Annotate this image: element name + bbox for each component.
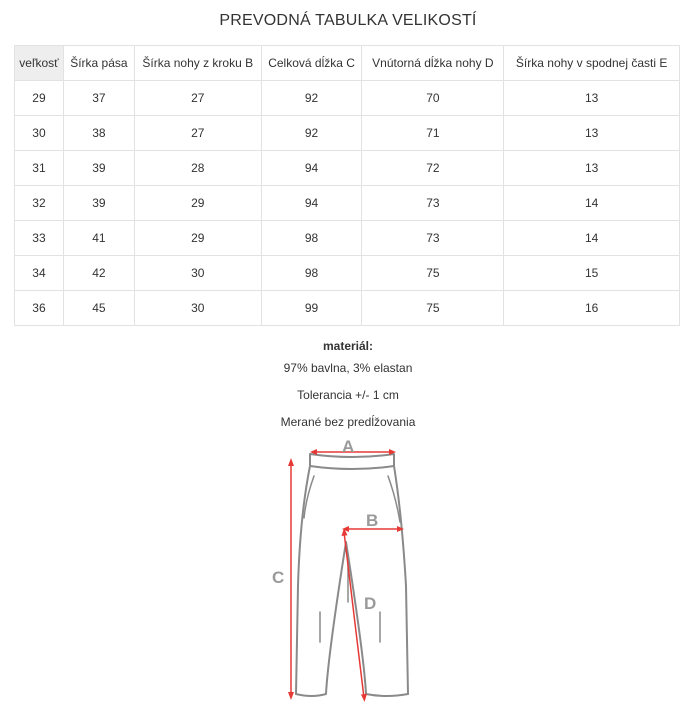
table-row	[15, 291, 680, 326]
cell-inseam-length: 75	[362, 291, 504, 326]
cell-waist-width: 39	[63, 186, 134, 221]
cell-total-length: 92	[261, 81, 362, 116]
hem	[296, 542, 408, 696]
pants-outline	[296, 454, 408, 696]
arrow-head-c-bottom	[288, 692, 294, 700]
cell-inseam-length: 73	[362, 186, 504, 221]
table-row	[15, 256, 680, 291]
label-d: D	[364, 594, 377, 613]
cell-waist-width: 42	[63, 256, 134, 291]
header-hem-width: Šírka nohy v spodnej časti E	[504, 46, 680, 81]
cell-waist-width: 41	[63, 221, 134, 256]
label-c: C	[272, 568, 285, 587]
cell-size: 31	[15, 151, 64, 186]
arrow-head-d-bottom	[361, 694, 367, 702]
table-row	[15, 151, 680, 186]
cell-hem-width: 16	[504, 291, 680, 326]
cell-size: 30	[15, 116, 64, 151]
arrow-d	[344, 532, 364, 698]
cell-hem-width: 13	[504, 116, 680, 151]
header-inseam-length: Vnútorná dĺžka nohy D	[362, 46, 504, 81]
cell-hem-width: 15	[504, 256, 680, 291]
cell-crotch-width: 29	[134, 221, 261, 256]
left-leg-outer	[296, 466, 310, 694]
cell-inseam-length: 71	[362, 116, 504, 151]
cell-size: 29	[15, 81, 64, 116]
cell-inseam-length: 72	[362, 151, 504, 186]
cell-hem-width: 14	[504, 221, 680, 256]
cell-hem-width: 13	[504, 81, 680, 116]
cell-crotch-width: 29	[134, 186, 261, 221]
cell-total-length: 98	[261, 256, 362, 291]
table-row	[15, 221, 680, 256]
pants-measurement-diagram	[260, 436, 430, 704]
cell-waist-width: 39	[63, 151, 134, 186]
cell-crotch-width: 27	[134, 116, 261, 151]
cell-size: 36	[15, 291, 64, 326]
table-row	[15, 116, 680, 151]
cell-waist-width: 37	[63, 81, 134, 116]
cell-total-length: 99	[261, 291, 362, 326]
table-row	[15, 186, 680, 221]
cell-total-length: 94	[261, 151, 362, 186]
material-value: 97% bavlna, 3% elastan	[283, 361, 413, 375]
arrow-head-c-top	[288, 458, 294, 466]
header-total-length: Celková dĺžka C	[261, 46, 362, 81]
measured-note: Merané bez predĺžovania	[280, 415, 416, 429]
waistband	[310, 454, 394, 469]
cell-total-length: 94	[261, 186, 362, 221]
cell-inseam-length: 75	[362, 256, 504, 291]
label-a: A	[342, 437, 355, 456]
cell-size: 32	[15, 186, 64, 221]
cell-size: 33	[15, 221, 64, 256]
cell-hem-width: 13	[504, 151, 680, 186]
label-b: B	[366, 511, 379, 530]
material-label: materiál:	[322, 339, 374, 353]
cell-inseam-length: 70	[362, 81, 504, 116]
size-table	[14, 45, 680, 326]
table-row	[15, 81, 680, 116]
cell-inseam-length: 73	[362, 221, 504, 256]
cell-total-length: 92	[261, 116, 362, 151]
cell-hem-width: 14	[504, 186, 680, 221]
header-size: veľkosť	[15, 46, 64, 81]
cell-waist-width: 38	[63, 116, 134, 151]
tolerance-note: Tolerancia +/- 1 cm	[297, 388, 399, 402]
header-waist-width: Šírka pása	[63, 46, 134, 81]
cell-crotch-width: 27	[134, 81, 261, 116]
cell-crotch-width: 30	[134, 256, 261, 291]
measurement-labels	[272, 437, 378, 613]
page-title: PREVODNÁ TABULKA VELIKOSTÍ	[219, 12, 477, 29]
table-header-row	[15, 46, 680, 81]
cell-crotch-width: 30	[134, 291, 261, 326]
cell-total-length: 98	[261, 221, 362, 256]
header-crotch-width: Šírka nohy z kroku B	[134, 46, 261, 81]
measurement-arrows	[291, 452, 400, 698]
cell-size: 34	[15, 256, 64, 291]
cell-crotch-width: 28	[134, 151, 261, 186]
cell-waist-width: 45	[63, 291, 134, 326]
